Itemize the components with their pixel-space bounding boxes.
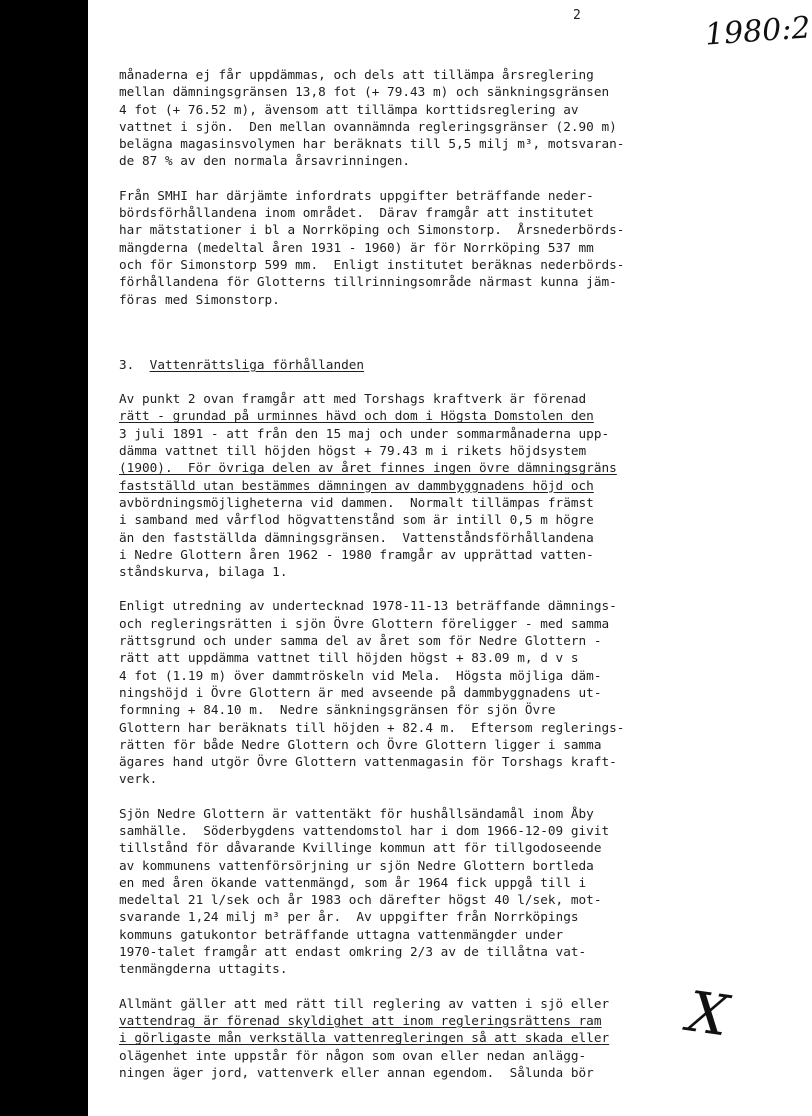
scan-dark-edge [0, 0, 88, 1116]
text-line: mellan dämningsgränsen 13,8 fot (+ 79.43 m) och sänkningsgränsen [119, 84, 610, 100]
text-line: belägna magasinsvolymen har beräknats till 5,5 milj m³, motsvaran- [119, 136, 625, 152]
text-line: rätten för både Nedre Glottern och Övre Glottern ligger i samma [119, 736, 602, 752]
text-line: Glottern har beräknats till höjden + 82.4 m. Eftersom reglerings- [119, 719, 625, 735]
paragraph-torshag-rights [119, 390, 679, 580]
text-line: Från SMHI har därjämte infordrats uppgifter beträffande neder- [119, 187, 594, 203]
text-line-underlined: (1900). För övriga delen av året finnes ingen övre dämningsgräns [119, 460, 617, 476]
section-number: 3. [119, 356, 135, 372]
text-line: bördsförhållandena inom området. Därav framgår att institutet [119, 205, 594, 221]
text-line: medeltal 21 l/sek och år 1983 och därefter högst 40 l/sek, mot- [119, 892, 602, 908]
text-line-underlined: vattendrag är förenad skyldighet att inom regleringsrättens ram [119, 1012, 602, 1028]
handwritten-mark: X [683, 979, 733, 1050]
paragraph-general-obligation [119, 995, 679, 1081]
text-line: vattnet i sjön. Den mellan ovannämnda regleringsgränser (2.90 m) [119, 118, 617, 134]
text-line: en med åren ökande vattenmängd, som år 1964 fick uppgå till i [119, 874, 587, 890]
text-line: kommuns gatukontor beträffande uttagna vattenmängder under [119, 926, 564, 942]
text-line-underlined: fastställd utan bestämmes dämningen av dammbyggnadens höjd och [119, 477, 594, 493]
text-line: förhållandena för Glotterns tillrinningsområde närmast kunna jäm- [119, 274, 617, 290]
text-line: ägares hand utgör Övre Glottern vattenmagasin för Torshags kraft- [119, 754, 617, 770]
text-line: Sjön Nedre Glottern är vattentäkt för hushållsändamål inom Åby [119, 805, 594, 821]
text-line: 1970-talet framgår att endast omkring 2/3 av de tillåtna vat- [119, 944, 587, 960]
document-body [119, 66, 679, 1081]
text-line-underlined: i görligaste mån verkställa vattenregleringen så att skada eller [119, 1030, 610, 1046]
handwritten-reference: 1980:2 [703, 10, 812, 53]
paragraph-smhi-precipitation [119, 187, 679, 308]
text-line: i samband med vårflod högvattenstånd som är intill 0,5 m högre [119, 512, 594, 528]
text-line: ningen äger jord, vattenverk eller annan egendom. Sålunda bör [119, 1064, 594, 1080]
text-line: och regleringsrätten i sjön Övre Glottern föreligger - med samma [119, 615, 610, 631]
text-line: än den fastställda dämningsgränsen. Vattenståndsförhållandena [119, 529, 594, 545]
text-line: ningshöjd i Övre Glottern är med avseende på dammbyggnadens ut- [119, 684, 602, 700]
text-line: avbördningsmöjligheterna vid dammen. Normalt tillämpas främst [119, 494, 594, 510]
text-line: ståndskurva, bilaga 1. [119, 564, 288, 580]
text-line: rättsgrund och under samma del av året som för Nedre Glottern - [119, 633, 602, 649]
text-line: 4 fot (1.19 m) över dammtröskeln vid Mela. Högsta möjliga däm- [119, 667, 602, 683]
paragraph-ovre-glottern [119, 597, 679, 787]
text-line: föras med Simonstorp. [119, 291, 280, 307]
text-line: de 87 % av den normala årsavrinningen. [119, 153, 411, 169]
text-line: har mätstationer i bl a Norrköping och Simonstorp. Årsnederbörds- [119, 222, 625, 238]
text-line: verk. [119, 771, 158, 787]
text-line: Av punkt 2 ovan framgår att med Torshags kraftverk är förenad [119, 391, 587, 407]
text-line: rätt att uppdämma vattnet till höjden högst + 83.09 m, d v s [119, 650, 579, 666]
section-heading [119, 356, 679, 373]
section-title: Vattenrättsliga förhållanden [149, 356, 365, 372]
text-line-underlined: rätt - grundad på urminnes hävd och dom i Högsta Domstolen den [119, 408, 594, 424]
text-line: tenmängderna uttagits. [119, 961, 288, 977]
text-line: av kommunens vattenförsörjning ur sjön Nedre Glottern bortleda [119, 857, 594, 873]
text-line: svarande 1,24 milj m³ per år. Av uppgifter från Norrköpings [119, 909, 579, 925]
text-line: dämma vattnet till höjden högst + 79.43 m i rikets höjdsystem [119, 443, 587, 459]
text-line: Allmänt gäller att med rätt till reglering av vatten i sjö eller [119, 995, 610, 1011]
text-line: 4 fot (+ 76.52 m), ävensom att tillämpa korttidsreglering av [119, 101, 579, 117]
text-line: i Nedre Glottern åren 1962 - 1980 framgår av upprättad vatten- [119, 546, 594, 562]
text-line: tillstånd för dåvarande Kvillinge kommun att för tillgodoseende [119, 840, 602, 856]
page-number: 2 [573, 8, 581, 23]
text-line: och för Simonstorp 599 mm. Enligt institutet beräknas nederbörds- [119, 256, 625, 272]
text-line: 3 juli 1891 - att från den 15 maj och under sommarmånaderna upp- [119, 425, 610, 441]
text-line: formning + 84.10 m. Nedre sänkningsgränsen för sjön Övre [119, 702, 556, 718]
text-line: samhälle. Söderbygdens vattendomstol har i dom 1966-12-09 givit [119, 822, 610, 838]
text-line: Enligt utredning av undertecknad 1978-11-13 beträffande dämnings- [119, 598, 617, 614]
paragraph-water-supply [119, 805, 679, 978]
text-line: olägenhet inte uppstår för någon som ovan eller nedan anlägg- [119, 1047, 587, 1063]
paragraph-regulation-intro [119, 66, 679, 170]
text-line: månaderna ej får uppdämmas, och dels att tillämpa årsreglering [119, 67, 594, 82]
text-line: mängderna (medeltal åren 1931 - 1960) är för Norrköping 537 mm [119, 239, 594, 255]
